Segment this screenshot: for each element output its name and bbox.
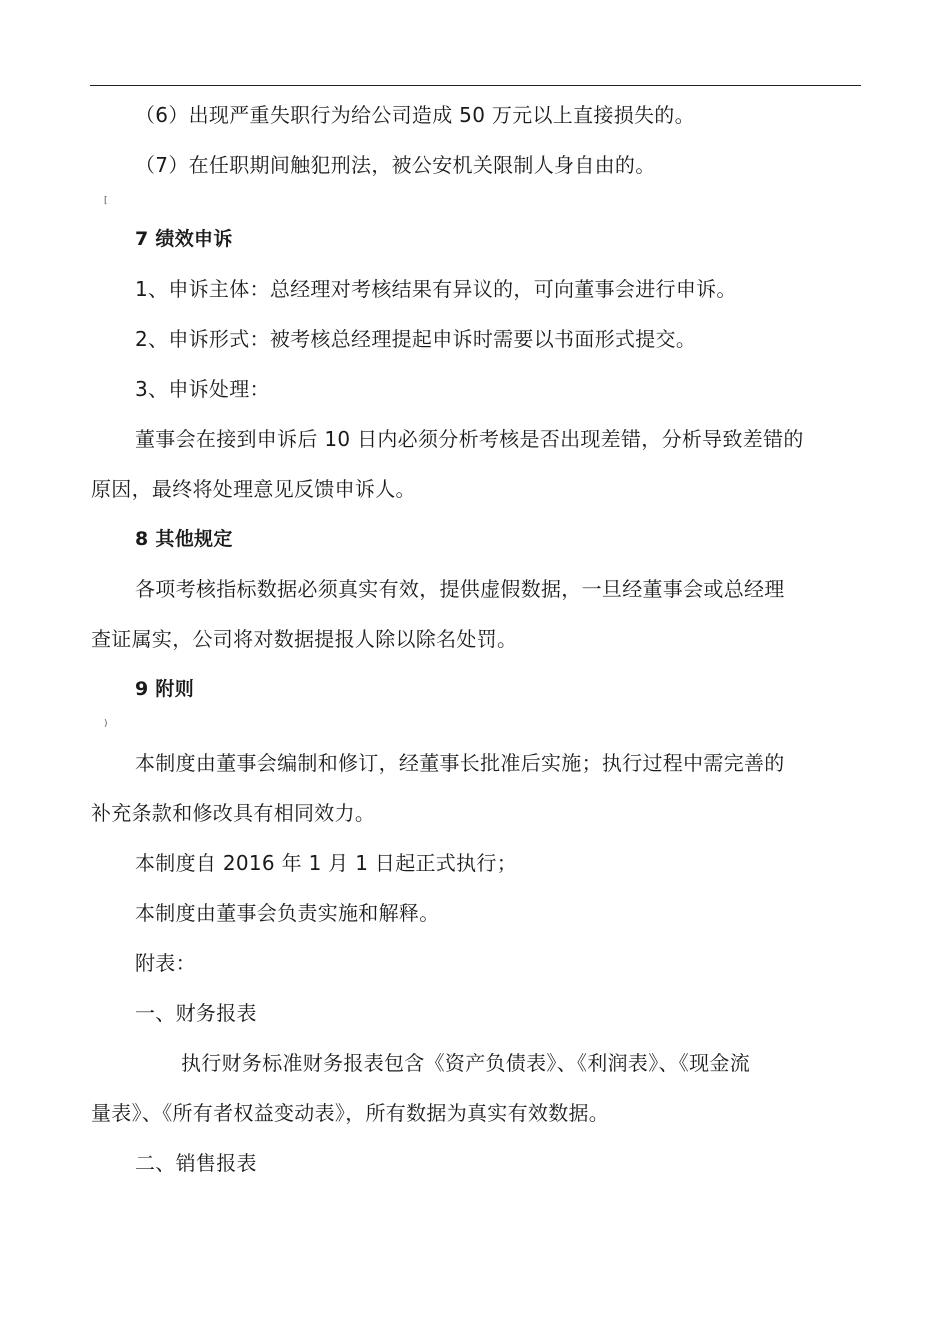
header-rule <box>90 85 861 86</box>
appeal-body-line-1: 董事会在接到申诉后 10 日内必须分析考核是否出现差错，分析导致差错的 <box>135 427 804 451</box>
appeal-body-line-2: 原因，最终将处理意见反馈申诉人。 <box>91 477 416 501</box>
interpretation: 本制度由董事会负责实施和解释。 <box>135 901 440 925</box>
section-heading-appeal: 7 绩效申诉 <box>135 228 233 250</box>
financial-reports-line-1: 执行财务标准财务报表包含《资产负债表》、《利润表》、《现金流 <box>181 1051 750 1075</box>
clause-6: （6）出现严重失职行为给公司造成 50 万元以上直接损失的。 <box>135 103 695 127</box>
clause-7: （7）在任职期间触犯刑法，被公安机关限制人身自由的。 <box>135 153 656 177</box>
stray-mark-1: [ <box>104 196 108 206</box>
section-heading-other: 8 其他规定 <box>135 528 233 550</box>
stray-mark-2: ) <box>104 719 108 729</box>
effective-date: 本制度自 2016 年 1 月 1 日起正式执行； <box>135 851 517 875</box>
appendix-line-1: 本制度由董事会编制和修订，经董事长批准后实施；执行过程中需完善的 <box>135 751 785 775</box>
sales-reports-heading: 二、销售报表 <box>135 1151 257 1175</box>
financial-reports-line-2: 量表》、《所有者权益变动表》，所有数据为真实有效数据。 <box>91 1101 610 1125</box>
appendix-line-2: 补充条款和修改具有相同效力。 <box>91 801 376 825</box>
appeal-handling: 3、申诉处理： <box>135 377 270 401</box>
other-rules-line-2: 查证属实，公司将对数据提报人除以除名处罚。 <box>91 627 518 651</box>
financial-reports-heading: 一、财务报表 <box>135 1001 257 1025</box>
other-rules-line-1: 各项考核指标数据必须真实有效，提供虚假数据，一旦经董事会或总经理 <box>135 577 785 601</box>
appeal-subject: 1、申诉主体：总经理对考核结果有异议的，可向董事会进行申诉。 <box>135 277 737 301</box>
appeal-form: 2、申诉形式：被考核总经理提起申诉时需要以书面形式提交。 <box>135 327 697 351</box>
section-heading-appendix: 9 附则 <box>135 678 195 700</box>
attached-tables-label: 附表： <box>135 951 196 975</box>
